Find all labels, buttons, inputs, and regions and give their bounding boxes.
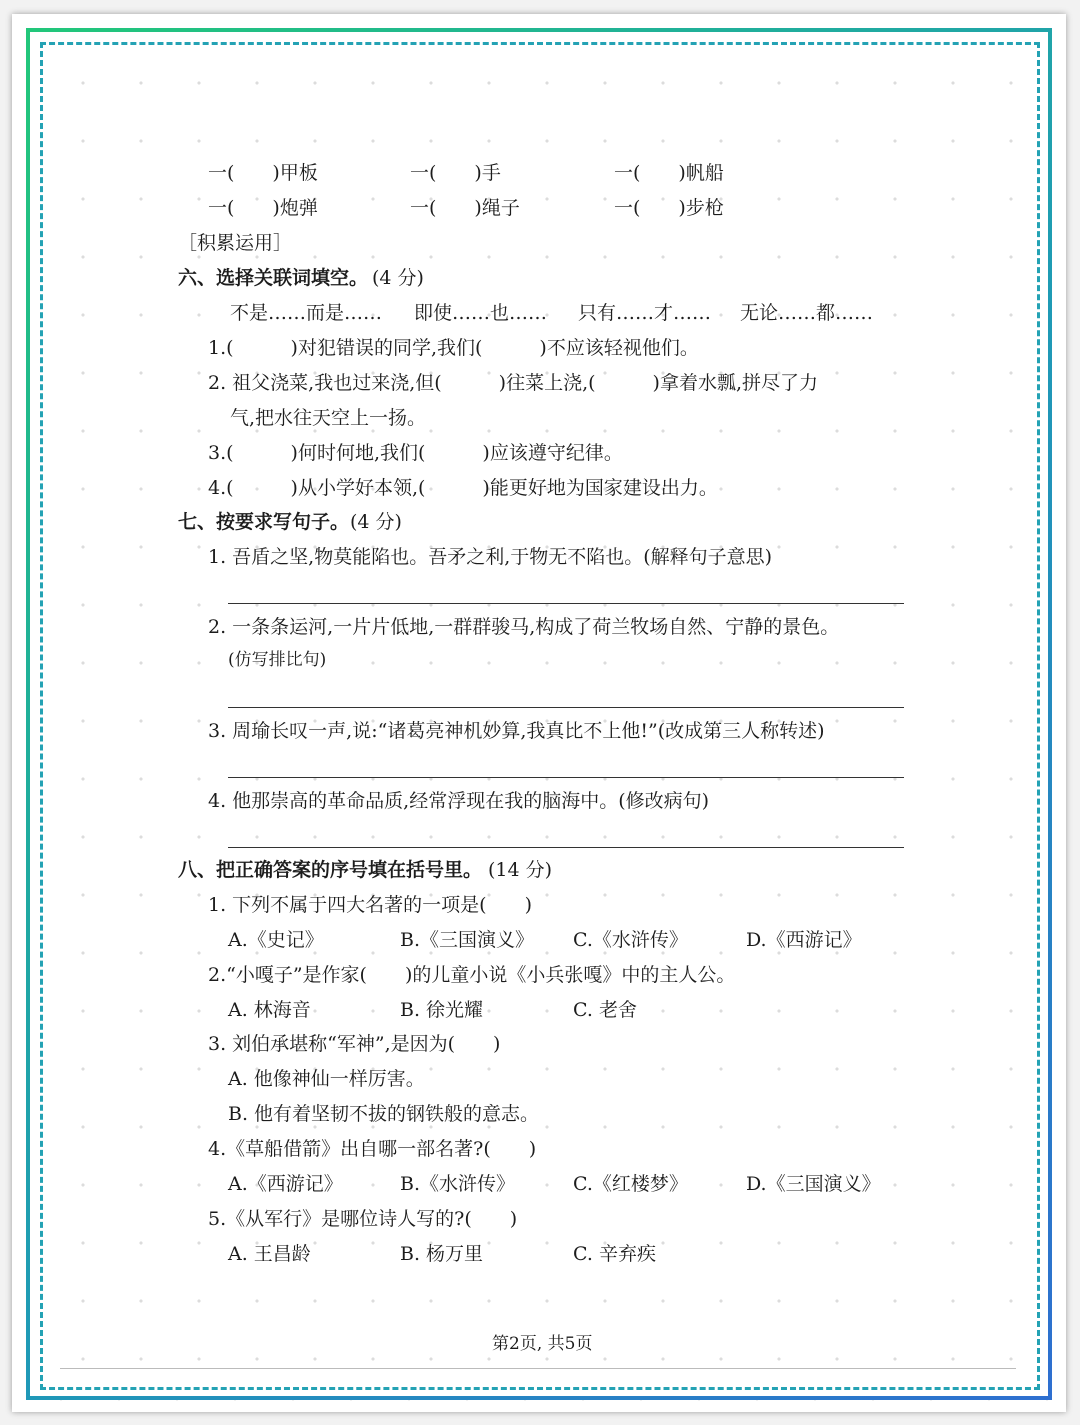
answer-line <box>228 707 904 708</box>
option: B. 徐光耀 <box>400 999 484 1021</box>
section-title-7: 七、按要求写句子。 <box>178 511 350 533</box>
answer-line <box>228 777 904 778</box>
option: A.《史记》 <box>228 929 324 951</box>
option: C.《红楼梦》 <box>573 1173 688 1195</box>
measure-item: 一( )绳子 <box>410 197 520 219</box>
question-8-1: 1. 下列不属于四大名著的一项是( ) <box>208 894 532 916</box>
question-8-2: 2.“小嘎子”是作家( )的儿童小说《小兵张嘎》中的主人公。 <box>208 964 736 986</box>
question-6-2: 2. 祖父浇菜,我也过来浇,但( )往菜上浇,( )拿着水瓢,拼尽了力 <box>208 372 818 394</box>
question-8-3: 3. 刘伯承堪称“军神”,是因为( ) <box>208 1033 501 1055</box>
conjunction-choice: 即使……也…… <box>414 302 548 324</box>
option: C. 老舍 <box>573 999 637 1021</box>
option: B.《水浒传》 <box>400 1173 516 1195</box>
option: B. 他有着坚韧不拔的钢铁般的意志。 <box>228 1103 540 1125</box>
option: B.《三国演义》 <box>400 929 535 951</box>
option: A. 王昌龄 <box>228 1243 311 1265</box>
section-score-6: (4 分) <box>372 267 424 289</box>
option: D.《西游记》 <box>746 929 862 951</box>
question-7-4: 4. 他那崇高的革命品质,经常浮现在我的脑海中。(修改病句) <box>208 790 710 812</box>
question-8-5: 5.《从军行》是哪位诗人写的?( ) <box>208 1208 518 1230</box>
question-7-3: 3. 周瑜长叹一声,说:“诸葛亮神机妙算,我真比不上他!”(改成第三人称转述) <box>208 720 825 742</box>
section-label: ［积累运用］ <box>178 232 293 254</box>
section-title-8: 八、把正确答案的序号填在括号里。 <box>178 859 483 881</box>
option: B. 杨万里 <box>400 1243 484 1265</box>
section-title-6: 六、选择关联词填空。 <box>178 267 369 289</box>
measure-item: 一( )步枪 <box>614 197 724 219</box>
question-6-2-cont: 气,把水往天空上一扬。 <box>230 407 427 429</box>
conjunction-choice: 只有……才…… <box>578 302 712 324</box>
measure-item: 一( )手 <box>410 162 501 184</box>
conjunction-choice: 无论……都…… <box>740 302 874 324</box>
question-7-1: 1. 吾盾之坚,物莫能陷也。吾矛之利,于物无不陷也。(解释句子意思) <box>208 546 773 568</box>
option: D.《三国演义》 <box>746 1173 881 1195</box>
page-number: 第2页, 共5页 <box>492 1334 593 1354</box>
question-6-3: 3.( )何时何地,我们( )应该遵守纪律。 <box>208 442 623 464</box>
section-score-8: (14 分) <box>488 859 553 881</box>
question-6-4: 4.( )从小学好本领,( )能更好地为国家建设出力。 <box>208 477 718 499</box>
measure-item: 一( )帆船 <box>614 162 724 184</box>
question-7-2-note: (仿写排比句) <box>228 650 327 670</box>
option: A.《西游记》 <box>228 1173 343 1195</box>
question-6-1: 1.( )对犯错误的同学,我们( )不应该轻视他们。 <box>208 337 699 359</box>
option: C.《水浒传》 <box>573 929 688 951</box>
answer-line <box>228 847 904 848</box>
question-7-2: 2. 一条条运河,一片片低地,一群群骏马,构成了荷兰牧场自然、宁静的景色。 <box>208 616 840 638</box>
question-8-4: 4.《草船借箭》出自哪一部名著?( ) <box>208 1138 537 1160</box>
measure-item: 一( )炮弹 <box>208 197 318 219</box>
conjunction-choice: 不是……而是…… <box>230 302 383 324</box>
answer-line <box>228 603 904 604</box>
section-score-7: (4 分) <box>350 511 402 533</box>
option: A. 他像神仙一样厉害。 <box>228 1068 425 1090</box>
footer-divider <box>60 1368 1016 1369</box>
option: C. 辛弃疾 <box>573 1243 656 1265</box>
option: A. 林海音 <box>228 999 311 1021</box>
measure-item: 一( )甲板 <box>208 162 318 184</box>
